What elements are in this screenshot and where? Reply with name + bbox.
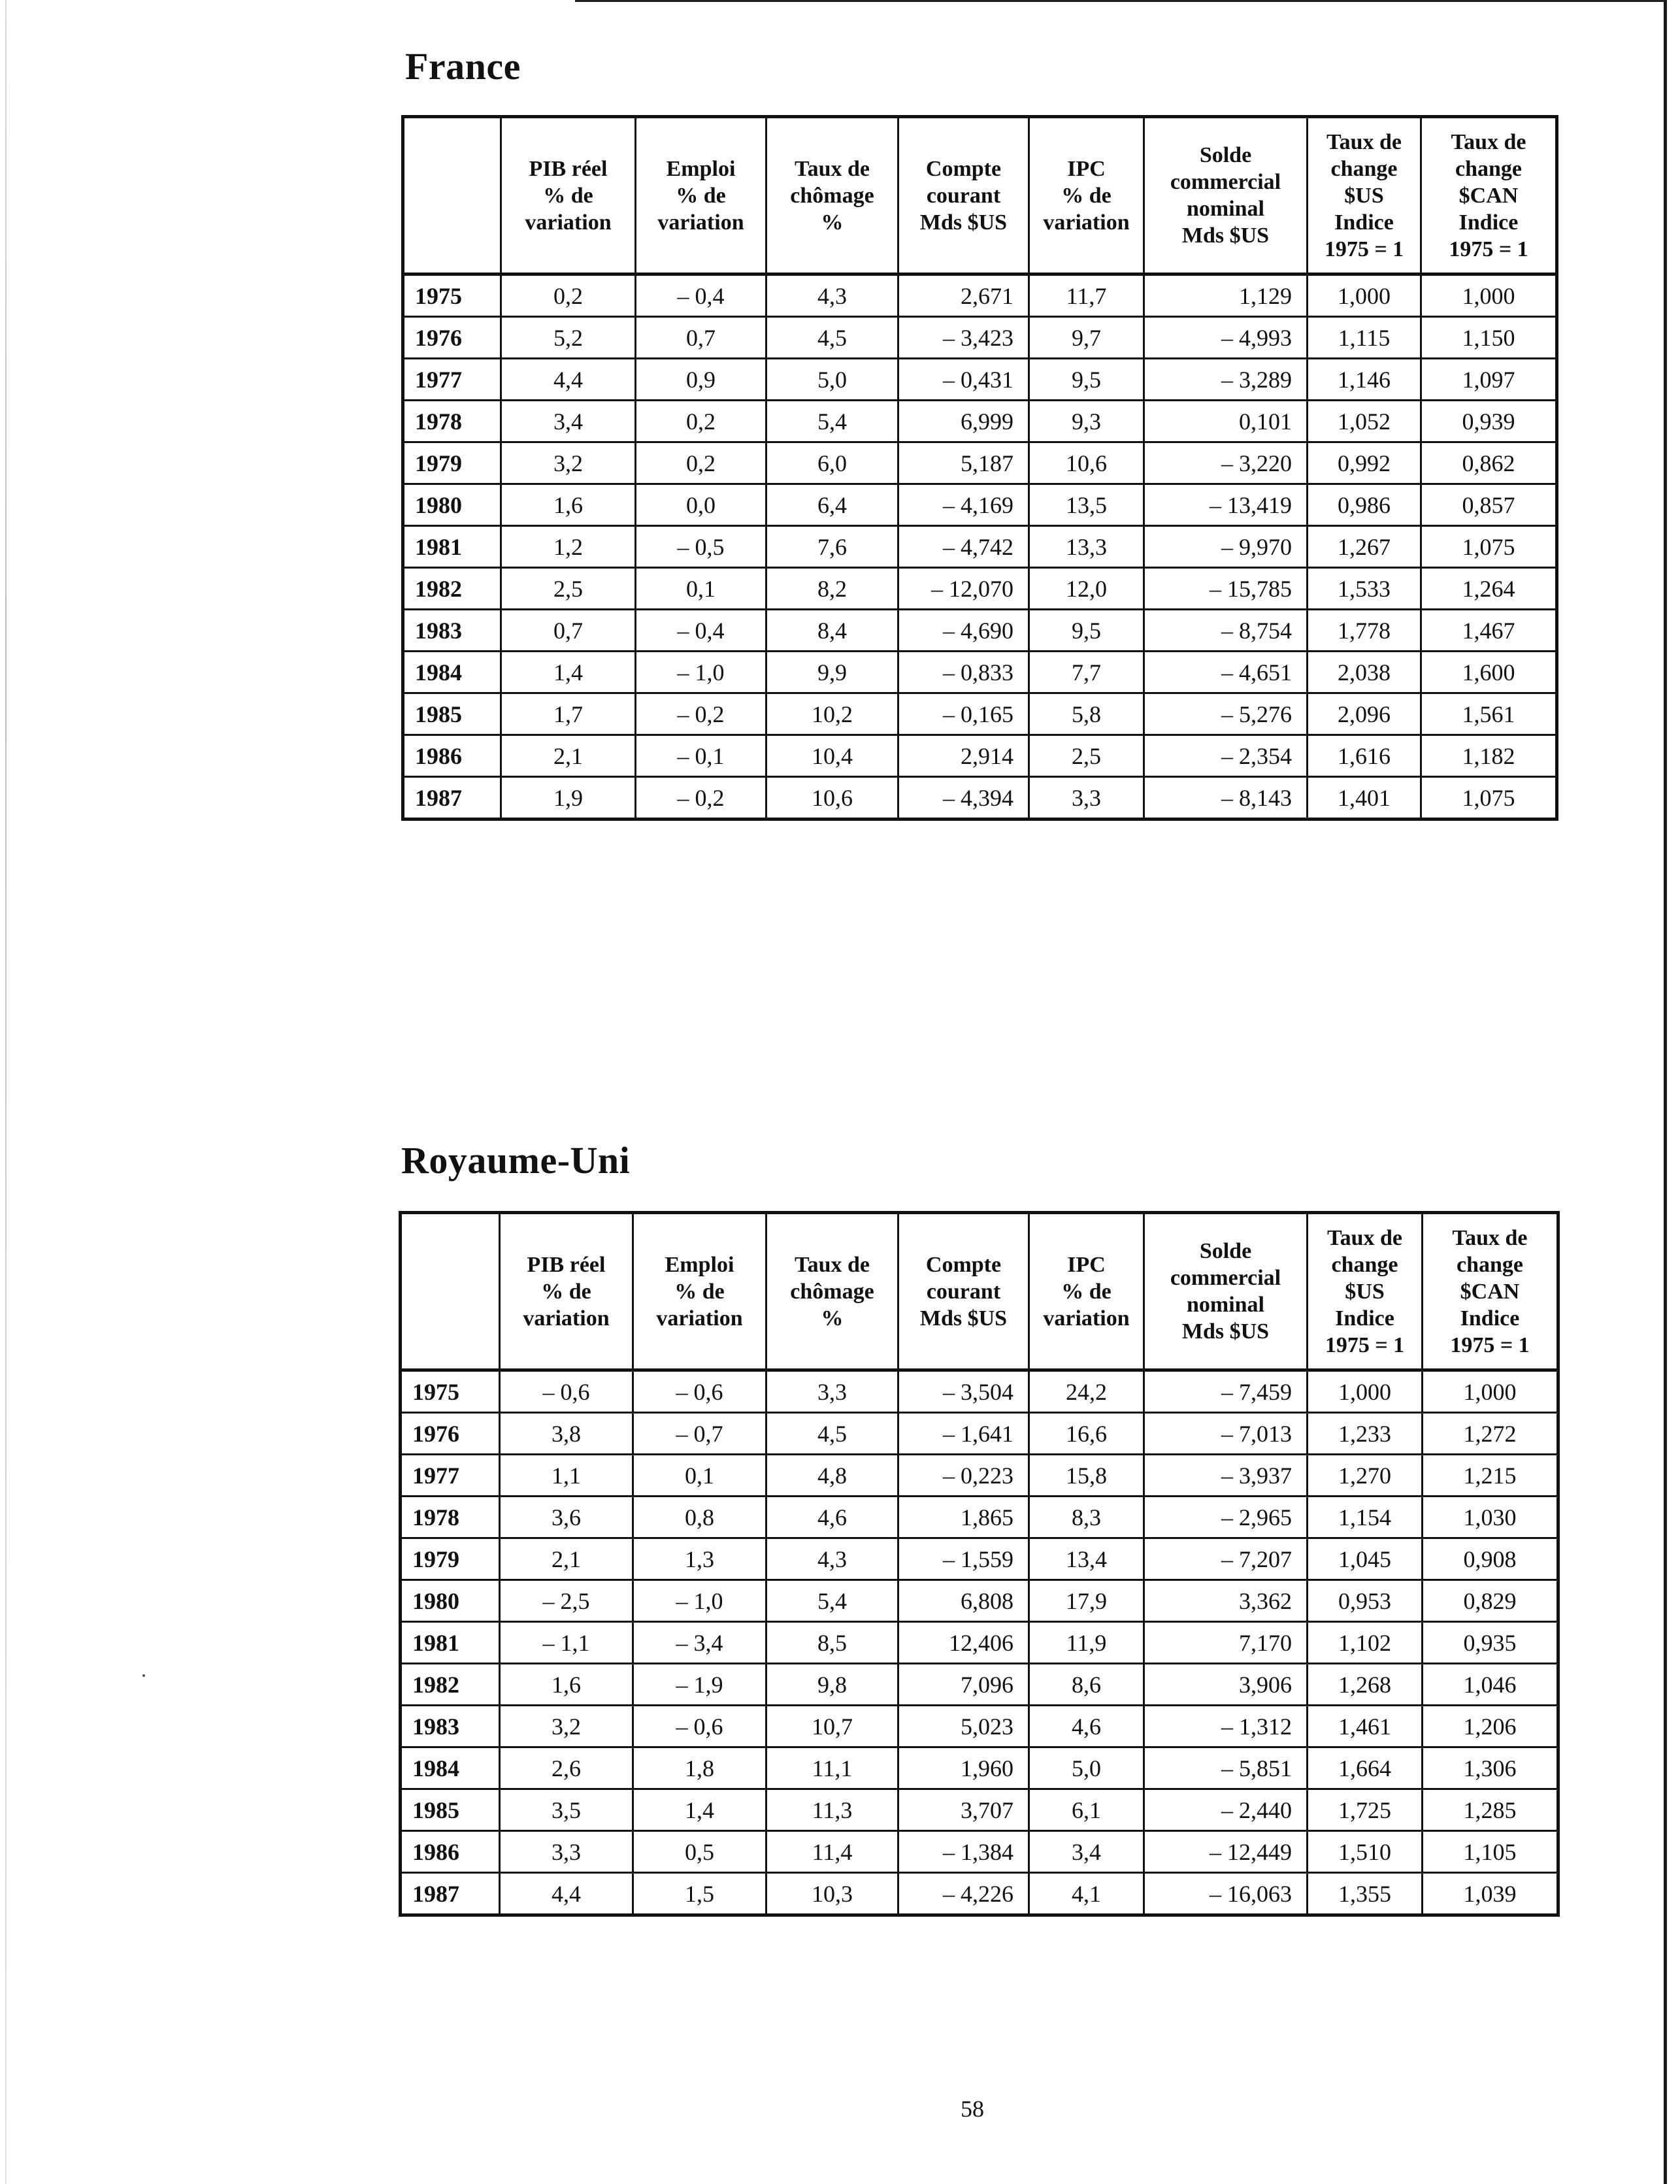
value-cell: 1,778 [1308, 610, 1421, 652]
value-cell: 1,097 [1421, 359, 1557, 401]
value-cell: – 3,423 [898, 317, 1029, 359]
france-table-body [403, 274, 1557, 819]
value-cell: – 3,220 [1144, 442, 1308, 484]
value-cell: – 4,690 [898, 610, 1029, 652]
year-cell: 1976 [401, 1413, 500, 1455]
value-cell: 6,1 [1029, 1789, 1144, 1831]
value-cell: 1,7 [501, 693, 636, 735]
france-table [401, 115, 1558, 821]
value-cell: 4,4 [500, 1873, 633, 1915]
value-cell: 5,187 [898, 442, 1029, 484]
value-cell: 3,3 [500, 1831, 633, 1873]
value-cell: 8,6 [1029, 1664, 1144, 1706]
value-cell: 1,355 [1308, 1873, 1423, 1915]
column-header: Taux de change $CAN Indice 1975 = 1 [1423, 1213, 1558, 1370]
value-cell: 7,096 [898, 1664, 1029, 1706]
page-border-top [575, 0, 1666, 2]
value-cell: – 3,289 [1144, 359, 1308, 401]
table-row [403, 568, 1557, 610]
value-cell: 16,6 [1029, 1413, 1144, 1455]
value-cell: 1,9 [501, 777, 636, 819]
value-cell: – 4,651 [1144, 652, 1308, 693]
value-cell: 2,914 [898, 735, 1029, 777]
value-cell: 0,2 [636, 442, 766, 484]
value-cell: 1,664 [1308, 1747, 1423, 1789]
value-cell: 4,3 [766, 1538, 898, 1580]
value-cell: 0,908 [1423, 1538, 1558, 1580]
table-row [401, 1831, 1558, 1873]
value-cell: 0,2 [501, 274, 636, 317]
table-row [403, 735, 1557, 777]
table-row [403, 652, 1557, 693]
france-section-title: France [405, 45, 521, 88]
value-cell: 2,671 [898, 274, 1029, 317]
table-row [403, 401, 1557, 442]
value-cell: 0,0 [636, 484, 766, 526]
value-cell: 0,5 [633, 1831, 766, 1873]
value-cell: 3,707 [898, 1789, 1029, 1831]
year-cell: 1981 [403, 526, 501, 568]
value-cell: 5,2 [501, 317, 636, 359]
value-cell: 2,096 [1308, 693, 1421, 735]
value-cell: – 3,4 [633, 1622, 766, 1664]
year-cell: 1978 [401, 1497, 500, 1538]
value-cell: 1,270 [1308, 1455, 1423, 1497]
value-cell: 1,115 [1308, 317, 1421, 359]
value-cell: 1,046 [1423, 1664, 1558, 1706]
value-cell: 10,6 [766, 777, 898, 819]
table-row [401, 1497, 1558, 1538]
value-cell: 4,6 [1029, 1706, 1144, 1747]
value-cell: – 12,070 [898, 568, 1029, 610]
value-cell: – 0,5 [636, 526, 766, 568]
value-cell: – 0,1 [636, 735, 766, 777]
value-cell: 6,0 [766, 442, 898, 484]
value-cell: 3,4 [1029, 1831, 1144, 1873]
table-row [401, 1538, 1558, 1580]
table-row [403, 526, 1557, 568]
value-cell: 1,272 [1423, 1413, 1558, 1455]
year-cell: 1985 [403, 693, 501, 735]
value-cell: 5,4 [766, 401, 898, 442]
value-cell: 1,154 [1308, 1497, 1423, 1538]
value-cell: 4,4 [501, 359, 636, 401]
year-cell: 1982 [403, 568, 501, 610]
value-cell: 1,000 [1308, 1370, 1423, 1413]
value-cell: 0,829 [1423, 1580, 1558, 1622]
value-cell: 1,306 [1423, 1747, 1558, 1789]
value-cell: 4,5 [766, 1413, 898, 1455]
value-cell: 1,146 [1308, 359, 1421, 401]
year-cell: 1985 [401, 1789, 500, 1831]
uk-table [399, 1211, 1560, 1917]
value-cell: 4,6 [766, 1497, 898, 1538]
value-cell: 10,7 [766, 1706, 898, 1747]
value-cell: 4,8 [766, 1455, 898, 1497]
column-header: Taux de chômage % [766, 1213, 898, 1370]
value-cell: – 4,394 [898, 777, 1029, 819]
value-cell: – 4,226 [898, 1873, 1029, 1915]
table-row [403, 442, 1557, 484]
column-header: Compte courant Mds $US [898, 1213, 1029, 1370]
value-cell: 3,2 [501, 442, 636, 484]
column-header: IPC % de variation [1029, 117, 1144, 274]
value-cell: 1,960 [898, 1747, 1029, 1789]
table-row [403, 317, 1557, 359]
value-cell: 9,5 [1029, 359, 1144, 401]
value-cell: – 7,459 [1144, 1370, 1308, 1413]
value-cell: 5,0 [1029, 1747, 1144, 1789]
page-number: 58 [961, 2096, 984, 2122]
value-cell: – 13,419 [1144, 484, 1308, 526]
value-cell: 4,1 [1029, 1873, 1144, 1915]
table-row [401, 1622, 1558, 1664]
value-cell: 2,038 [1308, 652, 1421, 693]
value-cell: 10,3 [766, 1873, 898, 1915]
value-cell: – 1,1 [500, 1622, 633, 1664]
value-cell: 1,533 [1308, 568, 1421, 610]
column-header: Solde commercial nominal Mds $US [1144, 117, 1308, 274]
value-cell: – 0,6 [633, 1370, 766, 1413]
value-cell: – 1,312 [1144, 1706, 1308, 1747]
value-cell: 11,3 [766, 1789, 898, 1831]
value-cell: 3,4 [501, 401, 636, 442]
value-cell: – 15,785 [1144, 568, 1308, 610]
year-cell: 1983 [403, 610, 501, 652]
value-cell: 3,2 [500, 1706, 633, 1747]
value-cell: 8,4 [766, 610, 898, 652]
value-cell: – 1,641 [898, 1413, 1029, 1455]
value-cell: 1,052 [1308, 401, 1421, 442]
value-cell: 3,8 [500, 1413, 633, 1455]
value-cell: – 7,207 [1144, 1538, 1308, 1580]
value-cell: 0,953 [1308, 1580, 1423, 1622]
year-cell: 1984 [401, 1747, 500, 1789]
value-cell: 1,865 [898, 1497, 1029, 1538]
value-cell: 24,2 [1029, 1370, 1144, 1413]
scan-left-edge [5, 0, 7, 2184]
value-cell: 13,5 [1029, 484, 1144, 526]
value-cell: 1,616 [1308, 735, 1421, 777]
value-cell: – 0,6 [633, 1706, 766, 1747]
value-cell: 3,6 [500, 1497, 633, 1538]
value-cell: 0,1 [636, 568, 766, 610]
table-row [401, 1580, 1558, 1622]
value-cell: 1,4 [633, 1789, 766, 1831]
value-cell: 0,935 [1423, 1622, 1558, 1664]
column-header: Taux de change $US Indice 1975 = 1 [1308, 117, 1421, 274]
value-cell: 2,5 [1029, 735, 1144, 777]
value-cell: 15,8 [1029, 1455, 1144, 1497]
value-cell: 1,725 [1308, 1789, 1423, 1831]
value-cell: – 9,970 [1144, 526, 1308, 568]
value-cell: 1,268 [1308, 1664, 1423, 1706]
value-cell: 1,401 [1308, 777, 1421, 819]
value-cell: 1,467 [1421, 610, 1557, 652]
value-cell: 10,6 [1029, 442, 1144, 484]
year-cell: 1980 [403, 484, 501, 526]
page-border-right [1664, 0, 1667, 2184]
value-cell: 1,045 [1308, 1538, 1423, 1580]
value-cell: 7,7 [1029, 652, 1144, 693]
value-cell: – 0,4 [636, 610, 766, 652]
value-cell: – 2,440 [1144, 1789, 1308, 1831]
uk-table-body [401, 1370, 1558, 1915]
value-cell: 5,4 [766, 1580, 898, 1622]
value-cell: 6,808 [898, 1580, 1029, 1622]
value-cell: 11,9 [1029, 1622, 1144, 1664]
value-cell: – 8,754 [1144, 610, 1308, 652]
value-cell: 9,7 [1029, 317, 1144, 359]
value-cell: – 0,6 [500, 1370, 633, 1413]
value-cell: – 1,9 [633, 1664, 766, 1706]
value-cell: 1,510 [1308, 1831, 1423, 1873]
value-cell: 1,2 [501, 526, 636, 568]
table-row [401, 1706, 1558, 1747]
value-cell: 0,7 [501, 610, 636, 652]
value-cell: 8,5 [766, 1622, 898, 1664]
value-cell: 1,561 [1421, 693, 1557, 735]
value-cell: – 0,2 [636, 693, 766, 735]
value-cell: 1,000 [1421, 274, 1557, 317]
table-row [401, 1789, 1558, 1831]
value-cell: 6,999 [898, 401, 1029, 442]
year-cell: 1979 [401, 1538, 500, 1580]
value-cell: 1,150 [1421, 317, 1557, 359]
value-cell: 1,129 [1144, 274, 1308, 317]
value-cell: 1,075 [1421, 777, 1557, 819]
value-cell: – 0,223 [898, 1455, 1029, 1497]
value-cell: 9,5 [1029, 610, 1144, 652]
value-cell: 17,9 [1029, 1580, 1144, 1622]
value-cell: 3,906 [1144, 1664, 1308, 1706]
year-cell: 1984 [403, 652, 501, 693]
uk-section-title: Royaume-Uni [401, 1139, 631, 1182]
table-row [403, 274, 1557, 317]
value-cell: 11,7 [1029, 274, 1144, 317]
value-cell: – 16,063 [1144, 1873, 1308, 1915]
table-row [401, 1455, 1558, 1497]
value-cell: 1,267 [1308, 526, 1421, 568]
year-cell: 1977 [401, 1455, 500, 1497]
column-header: PIB réel % de variation [500, 1213, 633, 1370]
year-cell: 1983 [401, 1706, 500, 1747]
value-cell: – 2,354 [1144, 735, 1308, 777]
value-cell: – 4,742 [898, 526, 1029, 568]
table-row [401, 1370, 1558, 1413]
value-cell: – 1,0 [633, 1580, 766, 1622]
value-cell: 0,7 [636, 317, 766, 359]
value-cell: 2,6 [500, 1747, 633, 1789]
column-header: Taux de change $US Indice 1975 = 1 [1308, 1213, 1423, 1370]
value-cell: – 1,384 [898, 1831, 1029, 1873]
value-cell: – 8,143 [1144, 777, 1308, 819]
value-cell: 0,857 [1421, 484, 1557, 526]
table-row [401, 1664, 1558, 1706]
value-cell: – 5,851 [1144, 1747, 1308, 1789]
table-row [403, 777, 1557, 819]
value-cell: 1,461 [1308, 1706, 1423, 1747]
value-cell: 12,406 [898, 1622, 1029, 1664]
value-cell: 0,101 [1144, 401, 1308, 442]
value-cell: 1,1 [500, 1455, 633, 1497]
value-cell: 0,8 [633, 1497, 766, 1538]
value-cell: 9,3 [1029, 401, 1144, 442]
table-row [403, 359, 1557, 401]
value-cell: 1,5 [633, 1873, 766, 1915]
value-cell: – 0,7 [633, 1413, 766, 1455]
value-cell: 1,600 [1421, 652, 1557, 693]
column-header: Taux de change $CAN Indice 1975 = 1 [1421, 117, 1557, 274]
value-cell: – 4,169 [898, 484, 1029, 526]
value-cell: – 4,993 [1144, 317, 1308, 359]
year-cell: 1982 [401, 1664, 500, 1706]
france-table-header [403, 117, 1557, 274]
column-header: IPC % de variation [1029, 1213, 1144, 1370]
value-cell: 1,000 [1308, 274, 1421, 317]
value-cell: 4,5 [766, 317, 898, 359]
value-cell: 13,3 [1029, 526, 1144, 568]
value-cell: – 0,165 [898, 693, 1029, 735]
column-header [401, 1213, 500, 1370]
column-header [403, 117, 501, 274]
value-cell: 3,5 [500, 1789, 633, 1831]
value-cell: 0,1 [633, 1455, 766, 1497]
year-cell: 1986 [403, 735, 501, 777]
year-cell: 1987 [403, 777, 501, 819]
value-cell: – 0,4 [636, 274, 766, 317]
column-header: Solde commercial nominal Mds $US [1144, 1213, 1308, 1370]
value-cell: 1,105 [1423, 1831, 1558, 1873]
value-cell: 6,4 [766, 484, 898, 526]
value-cell: 0,939 [1421, 401, 1557, 442]
value-cell: 7,6 [766, 526, 898, 568]
year-cell: 1977 [403, 359, 501, 401]
value-cell: 0,992 [1308, 442, 1421, 484]
value-cell: 10,2 [766, 693, 898, 735]
value-cell: 2,5 [501, 568, 636, 610]
value-cell: 1,4 [501, 652, 636, 693]
value-cell: 0,986 [1308, 484, 1421, 526]
column-header: Taux de chômage % [766, 117, 898, 274]
year-cell: 1987 [401, 1873, 500, 1915]
value-cell: 7,170 [1144, 1622, 1308, 1664]
value-cell: 1,6 [500, 1664, 633, 1706]
table-row [403, 693, 1557, 735]
year-cell: 1978 [403, 401, 501, 442]
value-cell: 11,1 [766, 1747, 898, 1789]
value-cell: 1,285 [1423, 1789, 1558, 1831]
value-cell: 1,6 [501, 484, 636, 526]
value-cell: 1,075 [1421, 526, 1557, 568]
value-cell: 12,0 [1029, 568, 1144, 610]
value-cell: 1,000 [1423, 1370, 1558, 1413]
value-cell: 13,4 [1029, 1538, 1144, 1580]
value-cell: – 2,5 [500, 1580, 633, 1622]
year-cell: 1981 [401, 1622, 500, 1664]
value-cell: 1,206 [1423, 1706, 1558, 1747]
value-cell: 8,3 [1029, 1497, 1144, 1538]
value-cell: – 5,276 [1144, 693, 1308, 735]
year-cell: 1975 [412, 1378, 459, 1405]
table-row [401, 1873, 1558, 1915]
value-cell: 1,264 [1421, 568, 1557, 610]
value-cell: 0,862 [1421, 442, 1557, 484]
value-cell: 5,8 [1029, 693, 1144, 735]
uk-table-header [401, 1213, 1558, 1370]
value-cell: 9,8 [766, 1664, 898, 1706]
value-cell: 3,3 [766, 1370, 898, 1413]
value-cell: 2,1 [500, 1538, 633, 1580]
table-row [403, 484, 1557, 526]
value-cell: – 3,937 [1144, 1455, 1308, 1497]
year-cell: 1979 [403, 442, 501, 484]
value-cell: – 3,504 [898, 1370, 1029, 1413]
value-cell: 3,362 [1144, 1580, 1308, 1622]
value-cell: 1,3 [633, 1538, 766, 1580]
column-header: PIB réel % de variation [501, 117, 636, 274]
column-header: Emploi % de variation [633, 1213, 766, 1370]
value-cell: 1,039 [1423, 1873, 1558, 1915]
value-cell: 1,215 [1423, 1455, 1558, 1497]
table-row [401, 1413, 1558, 1455]
value-cell: – 2,965 [1144, 1497, 1308, 1538]
value-cell: 1,8 [633, 1747, 766, 1789]
scan-speck [142, 1674, 145, 1677]
value-cell: 10,4 [766, 735, 898, 777]
value-cell: – 7,013 [1144, 1413, 1308, 1455]
value-cell: – 0,2 [636, 777, 766, 819]
value-cell: – 1,559 [898, 1538, 1029, 1580]
value-cell: 2,1 [501, 735, 636, 777]
value-cell: 1,102 [1308, 1622, 1423, 1664]
value-cell: 0,2 [636, 401, 766, 442]
value-cell: 0,9 [636, 359, 766, 401]
value-cell: – 12,449 [1144, 1831, 1308, 1873]
value-cell: 11,4 [766, 1831, 898, 1873]
table-row [401, 1747, 1558, 1789]
value-cell: 9,9 [766, 652, 898, 693]
value-cell: – 0,431 [898, 359, 1029, 401]
value-cell: 5,023 [898, 1706, 1029, 1747]
value-cell: 8,2 [766, 568, 898, 610]
value-cell: – 1,0 [636, 652, 766, 693]
value-cell: 4,3 [766, 274, 898, 317]
value-cell: – 0,833 [898, 652, 1029, 693]
value-cell: 5,0 [766, 359, 898, 401]
year-cell: 1975 [415, 282, 462, 309]
year-cell: 1976 [403, 317, 501, 359]
value-cell: 1,182 [1421, 735, 1557, 777]
year-cell: 1986 [401, 1831, 500, 1873]
year-cell: 1980 [401, 1580, 500, 1622]
column-header: Emploi % de variation [636, 117, 766, 274]
value-cell: 1,030 [1423, 1497, 1558, 1538]
value-cell: 3,3 [1029, 777, 1144, 819]
value-cell: 1,233 [1308, 1413, 1423, 1455]
table-row [403, 610, 1557, 652]
column-header: Compte courant Mds $US [898, 117, 1029, 274]
